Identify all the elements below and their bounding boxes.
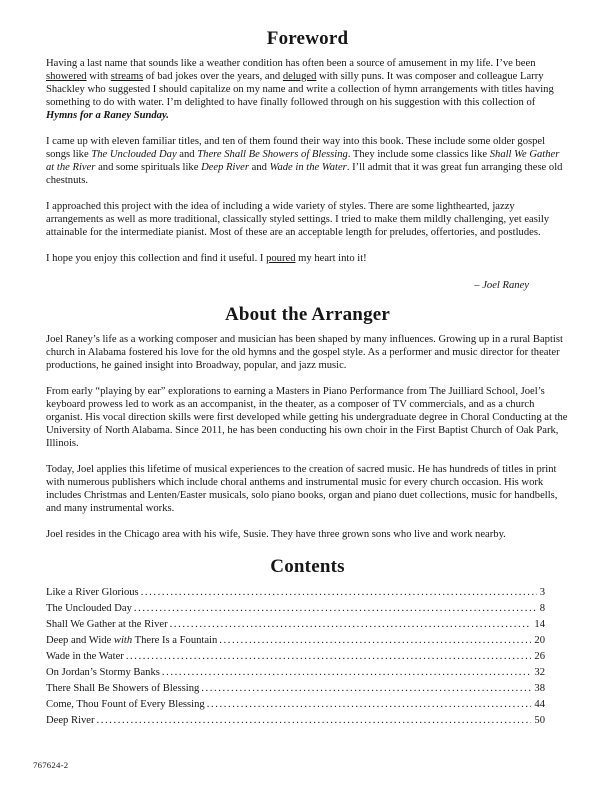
arranger-paragraph-1: Joel Raney’s life as a working composer and musician has been shaped by many influences. Growing up in a rural Baptist church in Alabama fostered his love for the old hymns and the gospel style. As a performer and music director for theater productions, he gained insight into Broadway, popular, and jazz music.: [46, 334, 563, 371]
toc-entry-page: 3: [539, 587, 545, 598]
toc-entry: [46, 587, 545, 603]
table-of-contents: [46, 587, 569, 731]
toc-dot-leader: [141, 587, 537, 598]
toc-dot-leader: [162, 667, 532, 678]
toc-entry-title: The Unclouded Day: [46, 603, 132, 614]
toc-entry-page: 26: [534, 651, 545, 662]
toc-entry-page: 14: [534, 619, 545, 630]
toc-entry: [46, 667, 545, 683]
toc-entry-title: Shall We Gather at the River: [46, 619, 168, 630]
author-signature: – Joel Raney: [474, 280, 529, 291]
toc-entry-page: 38: [534, 683, 545, 694]
contents-heading: Contents: [270, 556, 345, 577]
toc-entry-title: Deep and Wide with There Is a Fountain: [46, 635, 218, 646]
foreword-paragraph-1: Having a last name that sounds like a weather condition has often been a source of amusement in my life. I’ve been showered with streams of bad jokes over the years, and deluged with silly puns. It was composer and colleague Larry Shackley who suggested I should capitalize on my name and write a collection of hymn arrangements with titles having something to do with water. I’m delighted to have finally followed through on his suggestion with this collection of Hymns for a Raney Sunday.: [46, 58, 554, 121]
arranger-paragraph-2: From early “playing by ear” explorations to earning a Masters in Piano Performance from The Juilliard School, Joel’s keyboard prowess led to work as an accompanist, in the theater, as a composer of TV commercials, and as a church organist. His vocal direction skills were first developed while getting his undergraduate degree in Choral Conducting at the University of North Alabama. Since 2011, he has been conducting his own choir in the First Baptist Church of Oak Park, Illinois.: [46, 386, 568, 449]
toc-entry: [46, 683, 545, 699]
toc-entry-page: 8: [539, 603, 545, 614]
toc-entry-title: Deep River: [46, 715, 95, 726]
toc-dot-leader: [134, 603, 537, 614]
foreword-paragraph-4: I hope you enjoy this collection and find it useful. I poured my heart into it!: [46, 253, 367, 264]
toc-entry-title: Wade in the Water: [46, 651, 124, 662]
catalog-number: 767624-2: [33, 760, 69, 770]
toc-entry: [46, 603, 545, 619]
toc-entry-page: 50: [534, 715, 545, 726]
toc-dot-leader: [207, 699, 532, 710]
toc-entry-title: There Shall Be Showers of Blessing: [46, 683, 200, 694]
toc-entry-page: 32: [534, 667, 545, 678]
toc-dot-leader: [201, 683, 531, 694]
toc-entry-page: 20: [534, 635, 545, 646]
about-the-arranger-heading: About the Arranger: [224, 304, 391, 325]
toc-dot-leader: [170, 619, 532, 630]
toc-entry: [46, 619, 545, 635]
toc-entry: [46, 635, 545, 651]
toc-entry-title: On Jordan’s Stormy Banks: [46, 667, 160, 678]
toc-dot-leader: [219, 635, 531, 646]
toc-entry-title: Come, Thou Fount of Every Blessing: [46, 699, 205, 710]
toc-entry: [46, 699, 545, 715]
page-content: [46, 28, 569, 731]
foreword-paragraph-3: I approached this project with the idea of including a wide variety of styles. There are some lighthearted, jazzy arrangements as well as more traditional, classically styled settings. I tried to make them mildly challenging, yet easily attainable for the intermediate pianist. Most of these are an acceptable length for preludes, offertories, and postludes.: [46, 201, 550, 238]
foreword-paragraph-2: I came up with eleven familiar titles, and ten of them found their way into this book. These include some older gospel songs like The Unclouded Day and There Shall Be Showers of Blessing. They include some classics like Shall We Gather at the River and some spirituals like Deep River and Wade in the Water. I’ll admit that it was great fun arranging these old chestnuts.: [46, 136, 563, 186]
toc-entry-page: 44: [534, 699, 545, 710]
arranger-paragraph-3: Today, Joel applies this lifetime of musical experiences to the creation of sacred music. He has hundreds of titles in print with numerous publishers which include choral anthems and instrumental music for every church occasion. His work includes Christmas and Lenten/Easter musicals, solo piano books, organ and piano duet collections, music for handbells, and many instrumental works.: [46, 464, 558, 514]
toc-entry-title: Like a River Glorious: [46, 587, 139, 598]
foreword-heading: Foreword: [266, 28, 349, 49]
toc-entry: [46, 651, 545, 667]
arranger-paragraph-4: Joel resides in the Chicago area with his wife, Susie. They have three grown sons who live and work nearby.: [46, 529, 506, 540]
toc-dot-leader: [126, 651, 532, 662]
toc-dot-leader: [97, 715, 532, 726]
toc-entry: [46, 715, 545, 731]
